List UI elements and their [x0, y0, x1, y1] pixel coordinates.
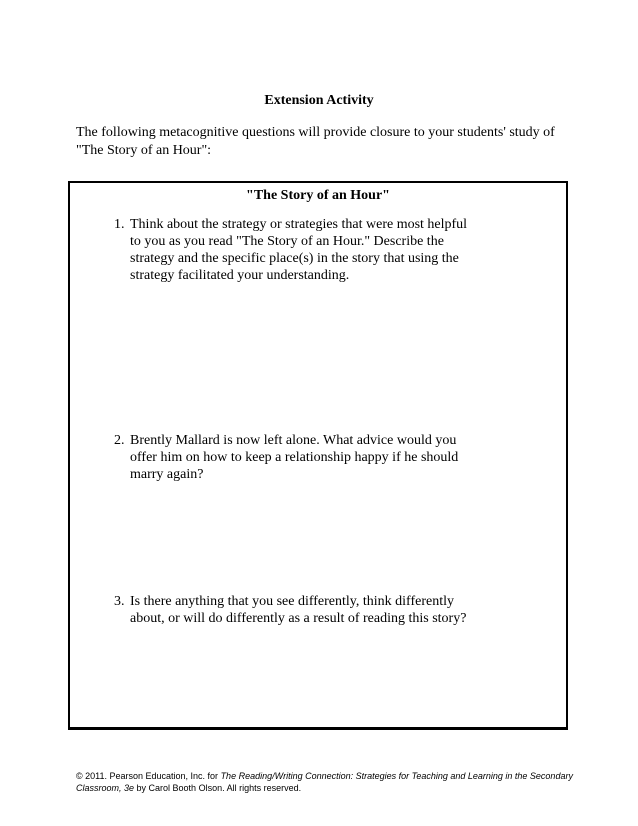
footer-book-title: The Reading/Writing Connection: Strategies for Teaching and Learning in the Secondary Classroom, 3e: [76, 771, 573, 793]
question-1: [114, 216, 474, 284]
footer-suffix: by Carol Booth Olson. All rights reserved.: [134, 783, 302, 793]
question-3-number: 3.: [114, 594, 125, 609]
question-box: [68, 181, 568, 730]
question-1-text: Think about the strategy or strategies that were most helpful to you as you read "The Story of an Hour." Describe the strategy and the specific place(s) in the story that using the strategy facilitated your understanding.: [130, 217, 468, 283]
question-2-number: 2.: [114, 433, 125, 448]
footer-prefix: © 2011. Pearson Education, Inc. for: [76, 771, 221, 781]
question-1-number: 1.: [114, 217, 125, 232]
question-2: [114, 432, 474, 483]
question-3: [114, 593, 474, 627]
question-3-text: Is there anything that you see differently, think differently about, or will do differently as a result of reading this story?: [130, 594, 467, 626]
question-2-text: Brently Mallard is now left alone. What advice would you offer him on how to keep a relationship happy if he should marry again?: [130, 433, 459, 482]
box-heading: "The Story of an Hour": [246, 188, 390, 203]
copyright-footer: [76, 770, 576, 794]
activity-title: Extension Activity: [264, 93, 374, 108]
intro-paragraph: The following metacognitive questions will provide closure to your students' study of "The Story of an Hour":: [76, 125, 555, 158]
